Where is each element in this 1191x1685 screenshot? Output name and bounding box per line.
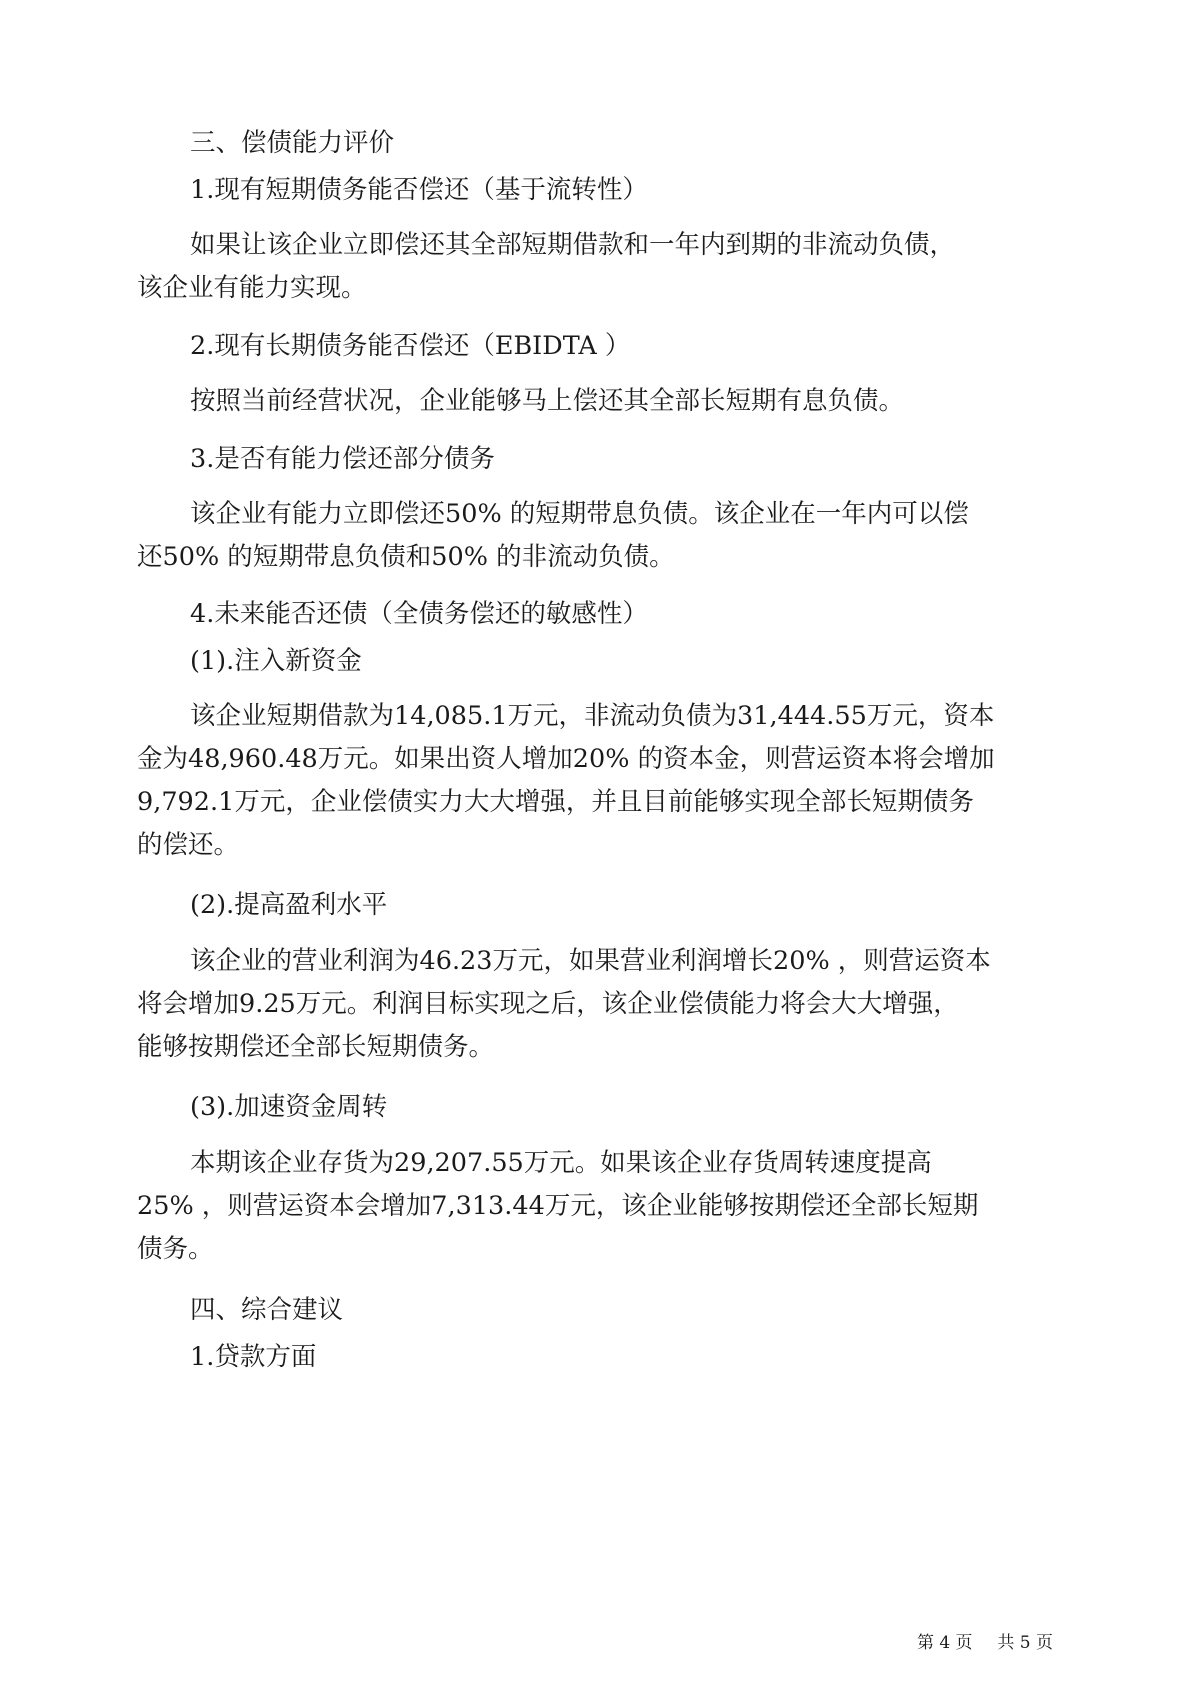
paragraph-line: 如果让该企业立即偿还其全部短期借款和一年内到期的非流动负债， xyxy=(190,230,956,260)
page-number: 第 4 页 xyxy=(916,1633,973,1653)
paragraph-line: 债务。 xyxy=(137,1234,214,1264)
item-2-heading: 2.现有长期债务能否偿还（EBIDTA ） xyxy=(190,331,631,361)
section-4-item-1: 1.贷款方面 xyxy=(190,1342,317,1372)
sub-2-heading: (2).提高盈利水平 xyxy=(190,890,388,920)
paragraph-line: 25% ，则营运资本会增加7,313.44万元，该企业能够按期偿还全部长短期 xyxy=(137,1191,979,1221)
paragraph-line: 还50% 的短期带息负债和50% 的非流动负债。 xyxy=(137,542,675,572)
sub-3-heading: (3).加速资金周转 xyxy=(190,1092,388,1122)
paragraph-line: 9,792.1万元，企业偿债实力大大增强，并且目前能够实现全部长短期债务 xyxy=(137,787,974,817)
paragraph-line: 将会增加9.25万元。利润目标实现之后，该企业偿债能力将会大大增强， xyxy=(137,989,959,1019)
paragraph-line: 该企业的营业利润为46.23万元，如果营业利润增长20% ，则营运资本 xyxy=(190,946,991,976)
page-total: 共 5 页 xyxy=(997,1633,1053,1653)
paragraph-line: 该企业短期借款为14,085.1万元，非流动负债为31,444.55万元，资本 xyxy=(190,701,995,731)
paragraph-line: 能够按期偿还全部长短期债务。 xyxy=(137,1032,495,1062)
paragraph-line: 按照当前经营状况，企业能够马上偿还其全部长短期有息负债。 xyxy=(190,386,905,416)
paragraph-line: 的偿还。 xyxy=(137,830,240,860)
section-4-heading: 四、综合建议 xyxy=(190,1295,344,1325)
item-3-heading: 3.是否有能力偿还部分债务 xyxy=(190,444,495,474)
paragraph-line: 本期该企业存货为29,207.55万元。如果该企业存货周转速度提高 xyxy=(190,1148,932,1178)
section-3-heading: 三、偿债能力评价 xyxy=(190,128,395,158)
item-4-heading: 4.未来能否还债（全债务偿还的敏感性） xyxy=(190,599,648,629)
paragraph-line: 金为48,960.48万元。如果出资人增加20% 的资本金，则营运资本将会增加 xyxy=(137,744,995,774)
item-1-heading: 1.现有短期债务能否偿还（基于流转性） xyxy=(190,175,648,205)
sub-1-heading: (1).注入新资金 xyxy=(190,646,362,676)
paragraph-line: 该企业有能力立即偿还50% 的短期带息负债。该企业在一年内可以偿 xyxy=(190,499,969,529)
paragraph-line: 该企业有能力实现。 xyxy=(137,273,367,303)
page-footer xyxy=(917,1632,1053,1654)
